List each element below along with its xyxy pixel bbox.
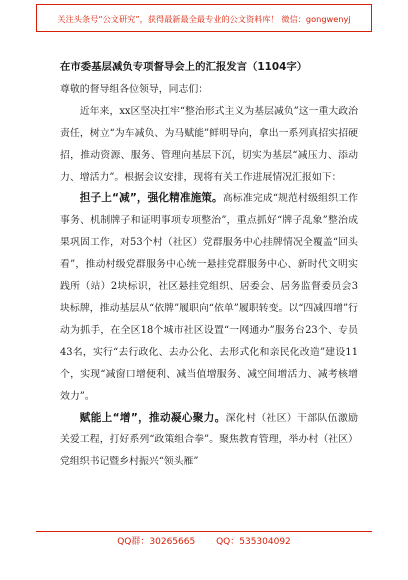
document-body	[60, 57, 358, 473]
greeting: 尊敬的督导组各位领导，同志们：	[60, 83, 209, 95]
section-2-heading: 赋能上“增”，推动凝心聚力。	[79, 411, 226, 424]
intro-paragraph: 近年来，xx区坚决扛牢“整治形式主义为基层减负”这一重大政治责任，树立“为车减负、为马赋能”鲜明导向，拿出一系列真招实招硬招，推动资源、服务、管理向基层下沉，切实为基层“减压力、添动力、增活力”。根据会议安排，现将有关工作进展情况汇报如下：	[60, 105, 358, 183]
qq-group-label: QQ群：30265665	[117, 537, 196, 547]
qq-contact-label: QQ：535304092	[216, 537, 291, 547]
document-title: 在市委基层减负专项督导会上的汇报发言（1104字）	[60, 61, 308, 73]
contact-footer	[36, 531, 372, 552]
promo-banner	[36, 4, 372, 32]
section-1-heading: 担子上“减”，强化精准施策。	[79, 192, 223, 205]
section-2-text: 深化村（社区）干部队伍激励关爱工程，打好系列“政策组合拳”。聚焦教育管理，举办村（社区）党组织书记暨乡村振兴“领头雁”	[60, 412, 358, 468]
section-1-paragraph	[60, 188, 358, 407]
promo-banner-text: 关注头条号“公文研究”，获得最新最全最专业的公文资料库！ 微信：gongwenyj	[57, 14, 351, 24]
section-1-text: 高标准完成“规范村级组织工作事务、机制牌子和证明事项专项整治”，重点抓好“牌子乱象”整治成果巩固工作，对53个村（社区）党群服务中心挂牌情况全覆盖“回头看”，推动村级党群服务中心统一悬挂党群服务中心、新时代文明实践所（站）2块标识，社区悬挂党组织、居委会、居务监督委员会3块标牌，推动基层从“依牌”履职向“依单”履职转变。以“四减四增”行动为抓手，在全区18个城市社区设置“一网通办”服务台23个、专员43名，实行“去行政化、去办公化、去形式化和亲民化改造”建设11个，实现“减窗口增便利、减当值增服务、减空间增活力、减考核增效力”。	[60, 193, 358, 402]
section-2-paragraph	[60, 408, 358, 474]
